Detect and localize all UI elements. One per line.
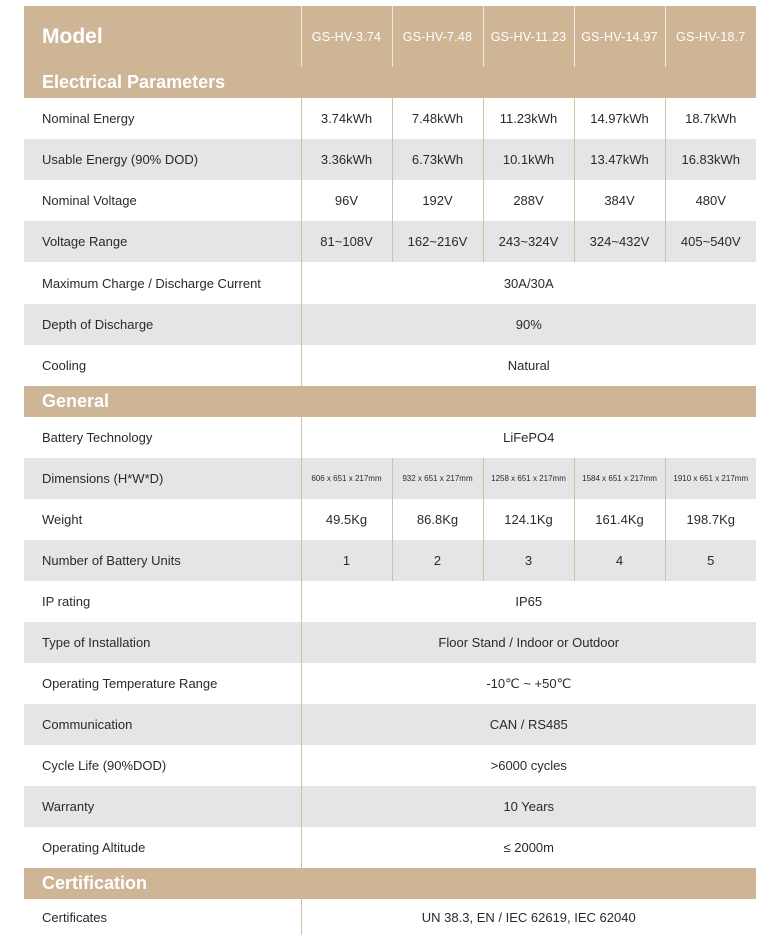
spec-label: Nominal Energy	[42, 111, 135, 126]
spec-table	[24, 6, 756, 935]
spec-row-operating-temperature-range	[24, 663, 756, 704]
section-header-electrical-parameters	[24, 67, 756, 98]
spec-value: 10.1kWh	[483, 139, 574, 180]
spec-value: 11.23kWh	[483, 98, 574, 139]
model-name: GS-HV-3.74	[301, 6, 392, 67]
spec-value: 3.74kWh	[301, 98, 392, 139]
model-name: GS-HV-11.23	[483, 6, 574, 67]
model-name: GS-HV-7.48	[392, 6, 483, 67]
spec-value: 1910 x 651 x 217mm	[665, 458, 756, 499]
spec-label: Type of Installation	[42, 635, 151, 650]
spec-value: 86.8Kg	[392, 499, 483, 540]
section-title: General	[42, 391, 110, 411]
spec-label: Operating Temperature Range	[42, 676, 218, 691]
spec-value: 6.73kWh	[392, 139, 483, 180]
spec-row-maximum-charge-discharge-current	[24, 262, 756, 304]
spec-value: 14.97kWh	[574, 98, 665, 139]
spec-row-nominal-voltage	[24, 180, 756, 221]
spec-label: Number of Battery Units	[42, 553, 181, 568]
spec-value-shared: ≤ 2000m	[301, 827, 756, 868]
section-title: Certification	[42, 873, 148, 893]
spec-value-shared: 90%	[301, 304, 756, 345]
spec-value: 5	[665, 540, 756, 581]
spec-label: Weight	[42, 512, 83, 527]
spec-value: 1258 x 651 x 217mm	[483, 458, 574, 499]
spec-row-usable-energy-90-dod	[24, 139, 756, 180]
spec-label: Warranty	[42, 799, 95, 814]
spec-label: Dimensions (H*W*D)	[42, 471, 164, 486]
spec-value: 606 x 651 x 217mm	[301, 458, 392, 499]
spec-row-operating-altitude	[24, 827, 756, 868]
spec-label: IP rating	[42, 594, 91, 609]
spec-value: 1584 x 651 x 217mm	[574, 458, 665, 499]
spec-value: 405~540V	[665, 221, 756, 262]
spec-value: 4	[574, 540, 665, 581]
model-header-row	[24, 6, 756, 67]
spec-row-nominal-energy	[24, 98, 756, 139]
spec-value-shared: LiFePO4	[301, 417, 756, 458]
spec-value: 124.1Kg	[483, 499, 574, 540]
spec-label: Certificates	[42, 909, 108, 925]
section-header-certification	[24, 868, 756, 899]
spec-value: 7.48kWh	[392, 98, 483, 139]
spec-label: Communication	[42, 717, 133, 732]
spec-value: 81~108V	[301, 221, 392, 262]
model-name: GS-HV-14.97	[574, 6, 665, 67]
spec-value: 480V	[665, 180, 756, 221]
spec-row-certificates	[24, 899, 756, 935]
spec-value: 96V	[301, 180, 392, 221]
spec-label: Depth of Discharge	[42, 317, 154, 332]
spec-label: Cycle Life (90%DOD)	[42, 758, 167, 773]
spec-value: 198.7Kg	[665, 499, 756, 540]
spec-row-voltage-range	[24, 221, 756, 262]
model-name: GS-HV-18.7	[665, 6, 756, 67]
spec-row-warranty	[24, 786, 756, 827]
spec-row-dimensions-h-w-d	[24, 458, 756, 499]
spec-value: 3.36kWh	[301, 139, 392, 180]
spec-value: 13.47kWh	[574, 139, 665, 180]
spec-label: Battery Technology	[42, 430, 153, 445]
spec-value-shared: IP65	[301, 581, 756, 622]
spec-value: 384V	[574, 180, 665, 221]
spec-value: 2	[392, 540, 483, 581]
spec-value-shared: Floor Stand / Indoor or Outdoor	[301, 622, 756, 663]
section-header-general	[24, 386, 756, 417]
spec-value: 162~216V	[392, 221, 483, 262]
spec-value: 1	[301, 540, 392, 581]
spec-value: 49.5Kg	[301, 499, 392, 540]
spec-row-battery-technology	[24, 417, 756, 458]
spec-value: 3	[483, 540, 574, 581]
section-title: Electrical Parameters	[42, 72, 226, 92]
spec-row-depth-of-discharge	[24, 304, 756, 345]
spec-value: 18.7kWh	[665, 98, 756, 139]
spec-value: 324~432V	[574, 221, 665, 262]
spec-sheet	[24, 6, 756, 935]
spec-value-shared: UN 38.3, EN / IEC 62619, IEC 62040	[301, 899, 756, 935]
spec-label: Operating Altitude	[42, 840, 146, 855]
spec-value: 16.83kWh	[665, 139, 756, 180]
spec-row-ip-rating	[24, 581, 756, 622]
spec-label: Cooling	[42, 358, 87, 373]
spec-value: 192V	[392, 180, 483, 221]
spec-row-communication	[24, 704, 756, 745]
spec-row-number-of-battery-units	[24, 540, 756, 581]
spec-value-shared: -10℃ ~ +50℃	[301, 663, 756, 704]
spec-value-shared: >6000 cycles	[301, 745, 756, 786]
model-title: Model	[42, 24, 103, 48]
spec-label: Maximum Charge / Discharge Current	[42, 275, 261, 291]
spec-label: Nominal Voltage	[42, 193, 137, 208]
spec-value-shared: CAN / RS485	[301, 704, 756, 745]
spec-row-cooling	[24, 345, 756, 386]
spec-row-type-of-installation	[24, 622, 756, 663]
spec-value-shared: Natural	[301, 345, 756, 386]
spec-value: 932 x 651 x 217mm	[392, 458, 483, 499]
spec-row-weight	[24, 499, 756, 540]
spec-value: 161.4Kg	[574, 499, 665, 540]
spec-label: Usable Energy (90% DOD)	[42, 152, 199, 167]
spec-value: 243~324V	[483, 221, 574, 262]
spec-value-shared: 10 Years	[301, 786, 756, 827]
spec-value-shared: 30A/30A	[301, 262, 756, 304]
spec-row-cycle-life-90-dod	[24, 745, 756, 786]
spec-label: Voltage Range	[42, 234, 128, 249]
spec-value: 288V	[483, 180, 574, 221]
